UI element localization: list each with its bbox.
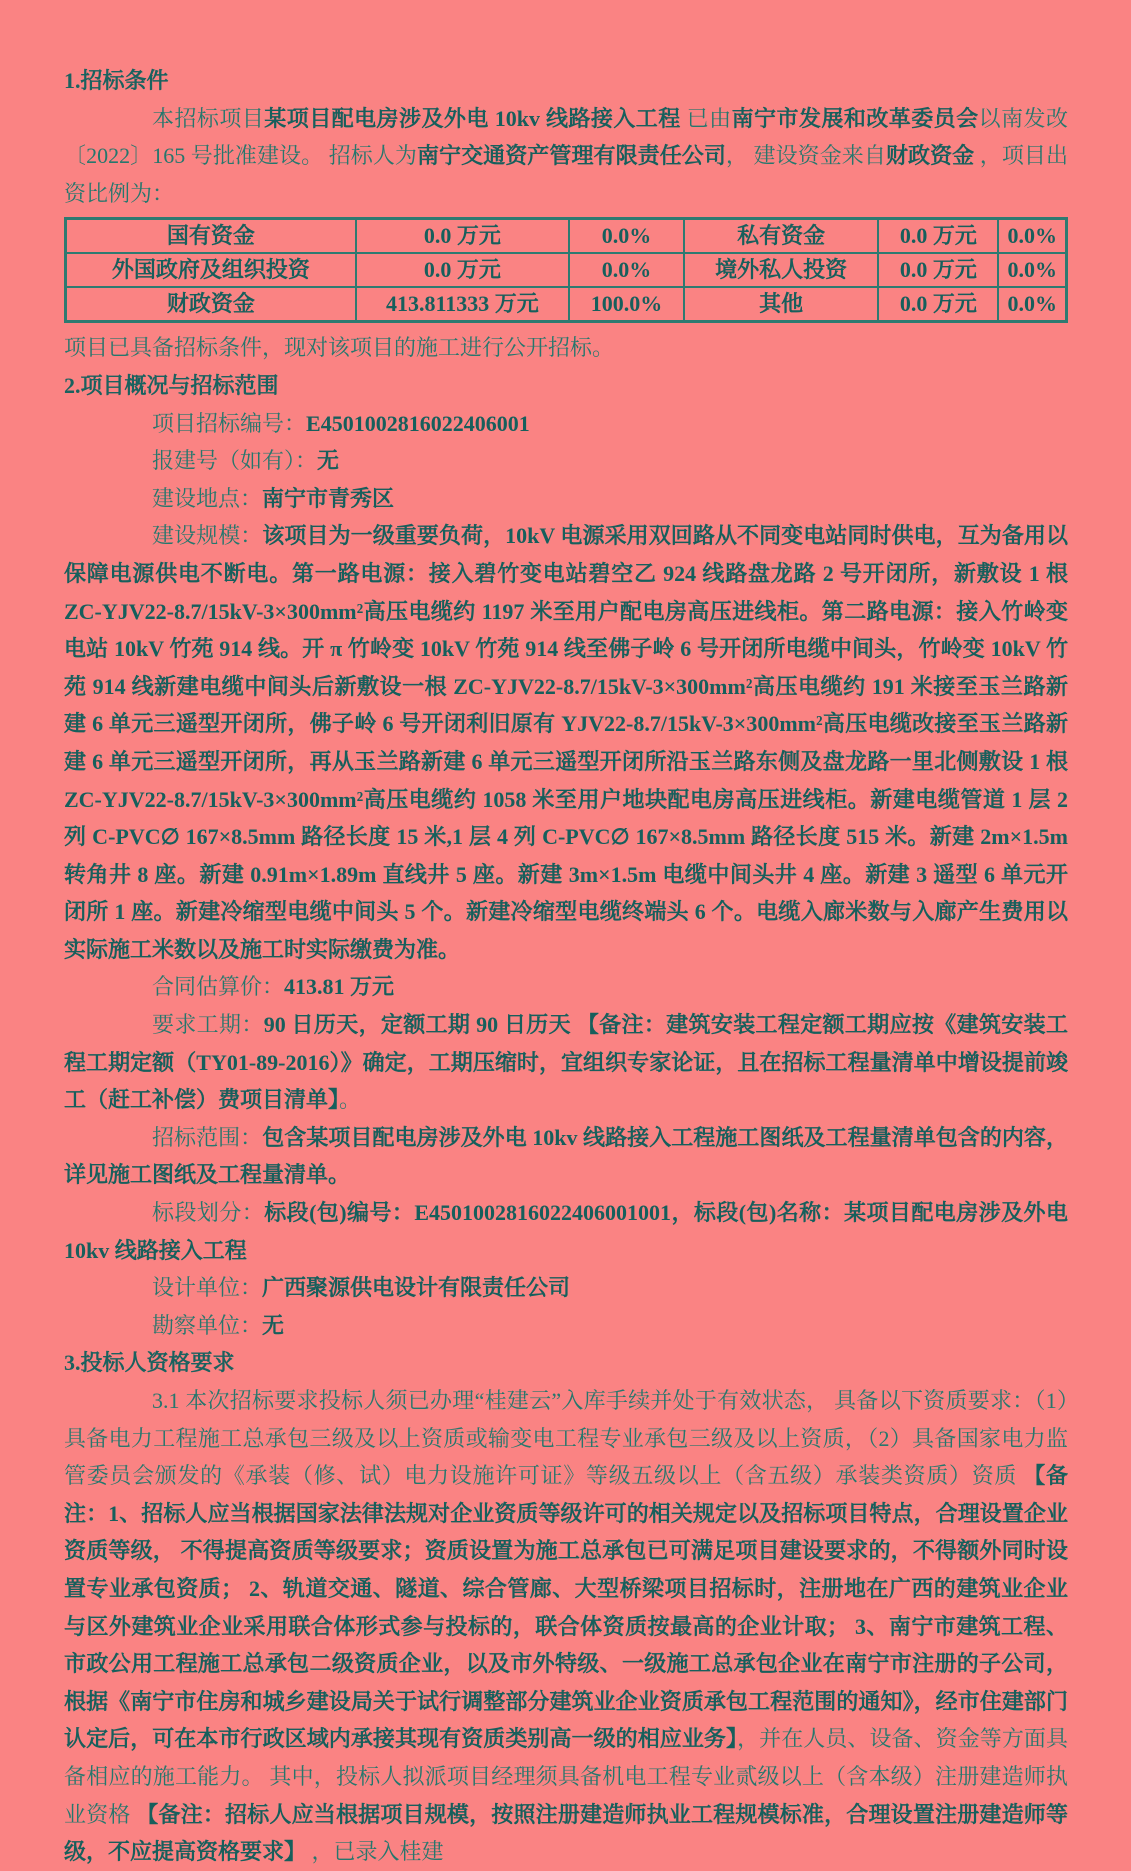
construction-permit-line: 报建号（如有）：无	[152, 448, 340, 474]
table-cell: 0.0%	[998, 253, 1066, 287]
construction-period-paragraph: 要求工期：90 日历天，定额工期 90 日历天 【备注：建筑安装工程定额工期应按《建筑安装工程工期定额（TY01-89-2016）》确定，工期压缩时，宜组织专家论证，且在招标工程量清单中增设提前竣工（赶工补偿）费项目清单】。	[64, 1012, 1068, 1113]
design-unit-line: 设计单位：广西聚源供电设计有限责任公司	[152, 1275, 571, 1301]
table-cell: 0.0%	[998, 219, 1066, 254]
table-cell: 0.0 万元	[878, 253, 998, 287]
section-2-heading: 2.项目概况与招标范围	[64, 372, 279, 398]
section-3-heading: 3.投标人资格要求	[64, 1350, 235, 1376]
table-cell: 413.811333 万元	[356, 287, 569, 322]
survey-unit-line: 勘察单位：无	[152, 1312, 285, 1338]
table-cell: 境外私人投资	[684, 253, 878, 287]
table-cell: 国有资金	[66, 219, 356, 254]
bid-section-division-paragraph: 标段划分：标段(包)编号：E4501002816022406001001，标段(包)名称：某项目配电房涉及外电 10kv 线路接入工程	[64, 1200, 1068, 1263]
table-cell: 外国政府及组织投资	[66, 253, 356, 287]
contract-estimate-line: 合同估算价：413.81 万元	[152, 974, 395, 1000]
funding-table-row	[66, 219, 1067, 254]
section-1-closing-line: 项目已具备招标条件，现对该项目的施工进行公开招标。	[64, 335, 615, 361]
funding-ratio-table	[64, 217, 1068, 323]
construction-site-line: 建设地点：南宁市青秀区	[152, 485, 395, 511]
funding-table-row	[66, 287, 1067, 322]
table-cell: 0.0%	[998, 287, 1066, 322]
project-tender-number-line: 项目招标编号：E4501002816022406001	[152, 410, 530, 436]
table-cell: 私有资金	[684, 219, 878, 254]
bidder-qualification-paragraph: 3.1 本次招标要求投标人须已办理“桂建云”入库手续并处于有效状态， 具备以下资质要求：（1）具备电力工程施工总承包三级及以上资质或输变电工程专业承包三级及以上资质，（2）具备国家电力监管委员会颁发的《承装（修、试）电力设施许可证》等级五级以上（含五级）承装类资质）资质 【备注：1、招标人应当根据国家法律法规对企业资质等级许可的相关规定以及招标项目特点，合理设置企业资质等级， 不得提高资质等级要求；资质设置为施工总承包已可满足项目建设要求的，不得额外同时设置专业承包资质； 2、轨道交通、隧道、综合管廊、大型桥梁项目招标时，注册地在广西的建筑业企业与区外建筑业企业采用联合体形式参与投标的，联合体资质按最高的企业计取； 3、南宁市建筑工程、市政公用工程施工总承包二级资质企业，以及市外特级、一级施工总承包企业在南宁市注册的子公司，根据《南宁市住房和城乡建设局关于试行调整部分建筑业企业资质承包工程范围的通知》，经市住建部门认定后，可在本市行政区域内承接其现有资质类别高一级的相应业务】，并在人员、设备、资金等方面具备相应的施工能力。 其中，投标人拟派项目经理须具备机电工程专业贰级以上（含本级）注册建造师执业资格 【备注：招标人应当根据项目规模，按照注册建造师执业工程规模标准，合理设置注册建造师等级，不应提高资格要求】 ，已录入桂建	[64, 1388, 1068, 1865]
table-cell: 0.0 万元	[878, 287, 998, 322]
tender-scope-paragraph: 招标范围：包含某项目配电房涉及外电 10kv 线路接入工程施工图纸及工程量清单包含的内容，详见施工图纸及工程量清单。	[64, 1124, 1068, 1188]
table-cell: 0.0 万元	[356, 219, 569, 254]
table-cell: 0.0%	[569, 219, 684, 254]
table-cell: 100.0%	[569, 287, 684, 322]
funding-table-row	[66, 253, 1067, 287]
table-cell: 0.0 万元	[356, 253, 569, 287]
table-cell: 0.0 万元	[878, 219, 998, 254]
table-cell: 0.0%	[569, 253, 684, 287]
section-1-intro-paragraph: 本招标项目某项目配电房涉及外电 10kv 线路接入工程 已由南宁市发展和改革委员会以南发改〔2022〕165 号批准建设。 招标人为南宁交通资产管理有限责任公司， 建设资金来自财政资金 ，项目出资比例为：	[64, 105, 1068, 206]
table-cell: 其他	[684, 287, 878, 322]
construction-scale-paragraph: 建设规模：该项目为一级重要负荷，10kV 电源采用双回路从不同变电站同时供电，互为备用以保障电源供电不断电。第一路电源：接入碧竹变电站碧空乙 924 线路盘龙路 2 号开闭所，新敷设 1 根 ZC-YJV22-8.7/15kV-3×300mm²高压电缆约 1197 米至用户配电房高压进线柜。第二路电源：接入竹岭变电站 10kV 竹苑 914 线。开 π 竹岭变 10kV 竹苑 914 线至佛子岭 6 号开闭所电缆中间头，竹岭变 10kV 竹苑 914 线新建电缆中间头后新敷设一根 ZC-YJV22-8.7/15kV-3×300mm²高压电缆约 191 米接至玉兰路新建 6 单元三遥型开闭所，佛子岭 6 号开闭利旧原有 YJV22-8.7/15kV-3×300mm²高压电缆改接至玉兰路新建 6 单元三遥型开闭所，再从玉兰路新建 6 单元三遥型开闭所沿玉兰路东侧及盘龙路一里北侧敷设 1 根 ZC-YJV22-8.7/15kV-3×300mm²高压电缆约 1058 米至用户地块配电房高压进线柜。新建电缆管道 1 层 2 列 C-PVC∅ 167×8.5mm 路径长度 15 米,1 层 4 列 C-PVC∅ 167×8.5mm 路径长度 515 米。新建 2m×1.5m 转角井 8 座。新建 0.91m×1.89m 直线井 5 座。新建 3m×1.5m 电缆中间头井 4 座。新建 3 遥型 6 单元开闭所 1 座。新建冷缩型电缆中间头 5 个。新建冷缩型电缆终端头 6 个。电缆入廊米数与入廊产生费用以实际施工米数以及施工时实际缴费为准。	[64, 523, 1068, 962]
section-1-heading: 1.招标条件	[64, 68, 169, 93]
table-cell: 财政资金	[66, 287, 356, 322]
